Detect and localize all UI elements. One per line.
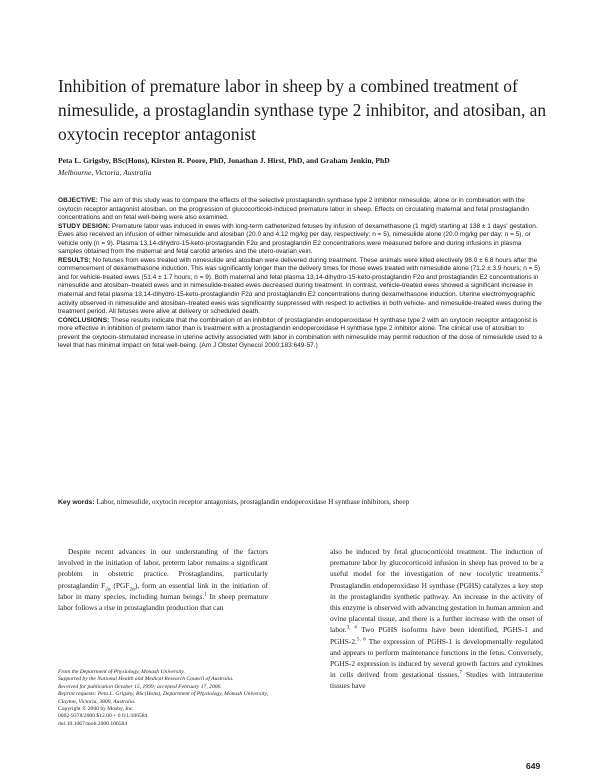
reference-marker: 3, 4 <box>346 624 357 631</box>
abstract-results <box>58 257 544 317</box>
abstract-design <box>58 223 544 257</box>
objective-text: The aim of this study was to compare the effects of the selective prostaglandin synthase type 2 inhibitor nimesulide, alone or in combination with the oxytocin receptor antagonist atosiban, on the progression of glucocorticoid-induced premature labor in sheep. Effects on circulating maternal and fetal prostaglandin concentrations and on fetal well-being were also examined. <box>58 197 530 222</box>
body-column-left <box>58 546 268 613</box>
footnote-support: Supported by the National Health and Medical Research Council of Australia. <box>58 676 234 683</box>
body-text: Studies with intrauterine tissues have <box>330 670 543 691</box>
footnote-reprints: Reprint requests: Peta L. Grigsby, BSc(Hons), Department of Physiology, Monash University, Clayton, Victoria, 3800, Australia. <box>58 691 268 705</box>
body-text: The expression of PGHS-1 is developmentally regulated and appears to perform maintenance functions in the fetus. Conversely, PGHS-2 expression is induced by several growth factors and cytokines in cells derived from gestational tissues. <box>330 636 543 680</box>
body-text: ), form an essential link in the initiation of labor in many species, including human beings. <box>58 580 268 601</box>
body-text: also be induced by fetal glucocorticoid treatment. The induction of premature labor by glucocorticoid infusion in sheep has proved to be a useful model for the investigation of new tocolytic treatments. <box>330 547 543 579</box>
page-number: 649 <box>526 761 541 771</box>
body-text: In sheep premature labor follows a rise in prostaglandin production that can <box>58 591 268 613</box>
subscript: 2α <box>105 586 111 593</box>
footnote-department: From the Department of Physiology, Monash University. <box>58 669 185 675</box>
footnote-copyright: Copyright © 2000 by Mosby, Inc. <box>58 706 134 713</box>
body-text: Two PGHS isoforms have been identified, PGHS-1 and PGHS-2. <box>330 625 543 646</box>
body-text: (PGF <box>110 580 130 590</box>
keywords <box>58 497 538 508</box>
footnote-issn: 0002-9378/2000 $12.00 + 0 6/1/106584 <box>58 713 148 720</box>
design-label: STUDY DESIGN: <box>58 222 111 230</box>
continued-paragraph <box>330 546 543 692</box>
reference-marker: 2 <box>540 568 543 575</box>
article-title: Inhibition of premature labor in sheep by a combined treatment of nimesulide, a prostaglandin synthase type 2 inhibitor, and atosiban, an oxytocin receptor antagonist <box>58 76 547 144</box>
footnote-received: Received for publication October 15, 1999; accepted February 17, 2000. <box>58 683 222 690</box>
footnotes <box>58 669 268 728</box>
footnote-doi: doi:10.1067/mob.2000.106584 <box>58 720 128 727</box>
conclusions-label: CONCLUSIONS: <box>58 316 110 324</box>
intro-paragraph <box>58 546 268 613</box>
abstract-conclusions <box>58 317 544 351</box>
body-column-right <box>330 546 543 692</box>
author-affiliation: Melbourne, Victoria, Australia <box>58 168 152 177</box>
conclusions-text: These results indicate that the combination of an inhibitor of prostaglandin endoperoxidase H synthase type 2 with an oxytocin receptor antagonist is more effective in inhibition of preterm labor than is treatment with a prostaglandin endoperoxidase H synthase type 2 inhibitor alone. The clinical use of atosiban to prevent the oxytocin-stimulated increase in uterine activity associated with labor in combination with nimesulide may permit reduction of the dose of nimesulide used to a level that has minimal impact on fetal well-being. (Am J Obstet Gynecol 2000;183:649-57.) <box>58 316 543 350</box>
abstract <box>58 197 544 351</box>
subscript: 2α <box>129 586 135 593</box>
body-text: Prostaglandin endoperoxidase H synthase (PGHS) catalyzes a key step in the prostaglandin synthetic pathway. An increase in the activity of this enzyme is observed with advancing gestation in human amnion and ovine placental tissue, and there is a further increase with the onset of labor. <box>330 580 543 635</box>
reference-marker: 7 <box>459 669 463 676</box>
author-list: Peta L. Grigsby, BSc(Hons), Kirsten R. Poore, PhD, Jonathan J. Hirst, PhD, and Graham Jenkin, PhD <box>58 156 390 165</box>
abstract-objective <box>58 197 544 223</box>
results-label: RESULTS: <box>58 256 91 264</box>
keywords-text: Labor, nimesulide, oxytocin receptor antagonists, prostaglandin endoperoxidase H synthase inhibitors, sheep <box>96 498 410 506</box>
body-text: Despite recent advances in our understanding of the factors involved in the initiation of labor, preterm labor remains a significant problem in obstetric practice. Prostaglandins, particularly prostaglandin F <box>58 547 268 590</box>
results-text: No fetuses from ewes treated with nimesulide and atosiban were delivered during treatment. These animals were killed electively 98.0 ± 6.8 hours after the commencement of dexamethasone induction. This was significantly longer than the delivery times for those ewes treated with nimesulide alone (71.2 ± 3.9 hours; n = 5) and for vehicle-treated ewes (51.4 ± 1.7 hours; n = 9). Both maternal and fetal plasma 13,14-dihydro-15-keto-prostaglandin F2α and prostaglandin E2 concentrations in nimesulide and atosiban–treated ewes and in nimesulide-treated ewes decreased during treatment. In contrast, vehicle-treated ewes showed a significant increase in maternal and fetal plasma 13,14-dihydro-15-keto-prostaglandin F2α and prostaglandin E2 concentrations during dexamethasone induction. Uterine electromyographic activity observed in nimesulide and atosiban–treated ewes was significantly suppressed with respect to activities in both vehicle- and nimesulide-treated ewes during the treatment period. All fetuses were alive at delivery or scheduled death. <box>58 256 542 316</box>
keywords-label: Key words: <box>58 499 95 506</box>
design-text: Premature labor was induced in ewes with long-term catheterized fetuses by infusion of dexamethasone (1 mg/d) starting at 138 ± 1 days' gestation. Ewes also received an infusion of either nimesulide and atosiban (20.0 and 4.12 mg/kg per day, respectively; n = 5), nimesulide alone (20.0 mg/kg per day; n = 5), or vehicle only (n = 9). Plasma 13,14-dihydro-15-keto-prostaglandin F2α and prostaglandin E2 concentrations were measured before and during infusions in plasma samples obtained from the maternal and fetal carotid arteries and the utero-ovarian vein. <box>58 222 538 256</box>
reference-marker: 5, 6 <box>356 636 366 643</box>
objective-label: OBJECTIVE: <box>58 197 99 204</box>
reference-marker: 1 <box>204 591 207 598</box>
